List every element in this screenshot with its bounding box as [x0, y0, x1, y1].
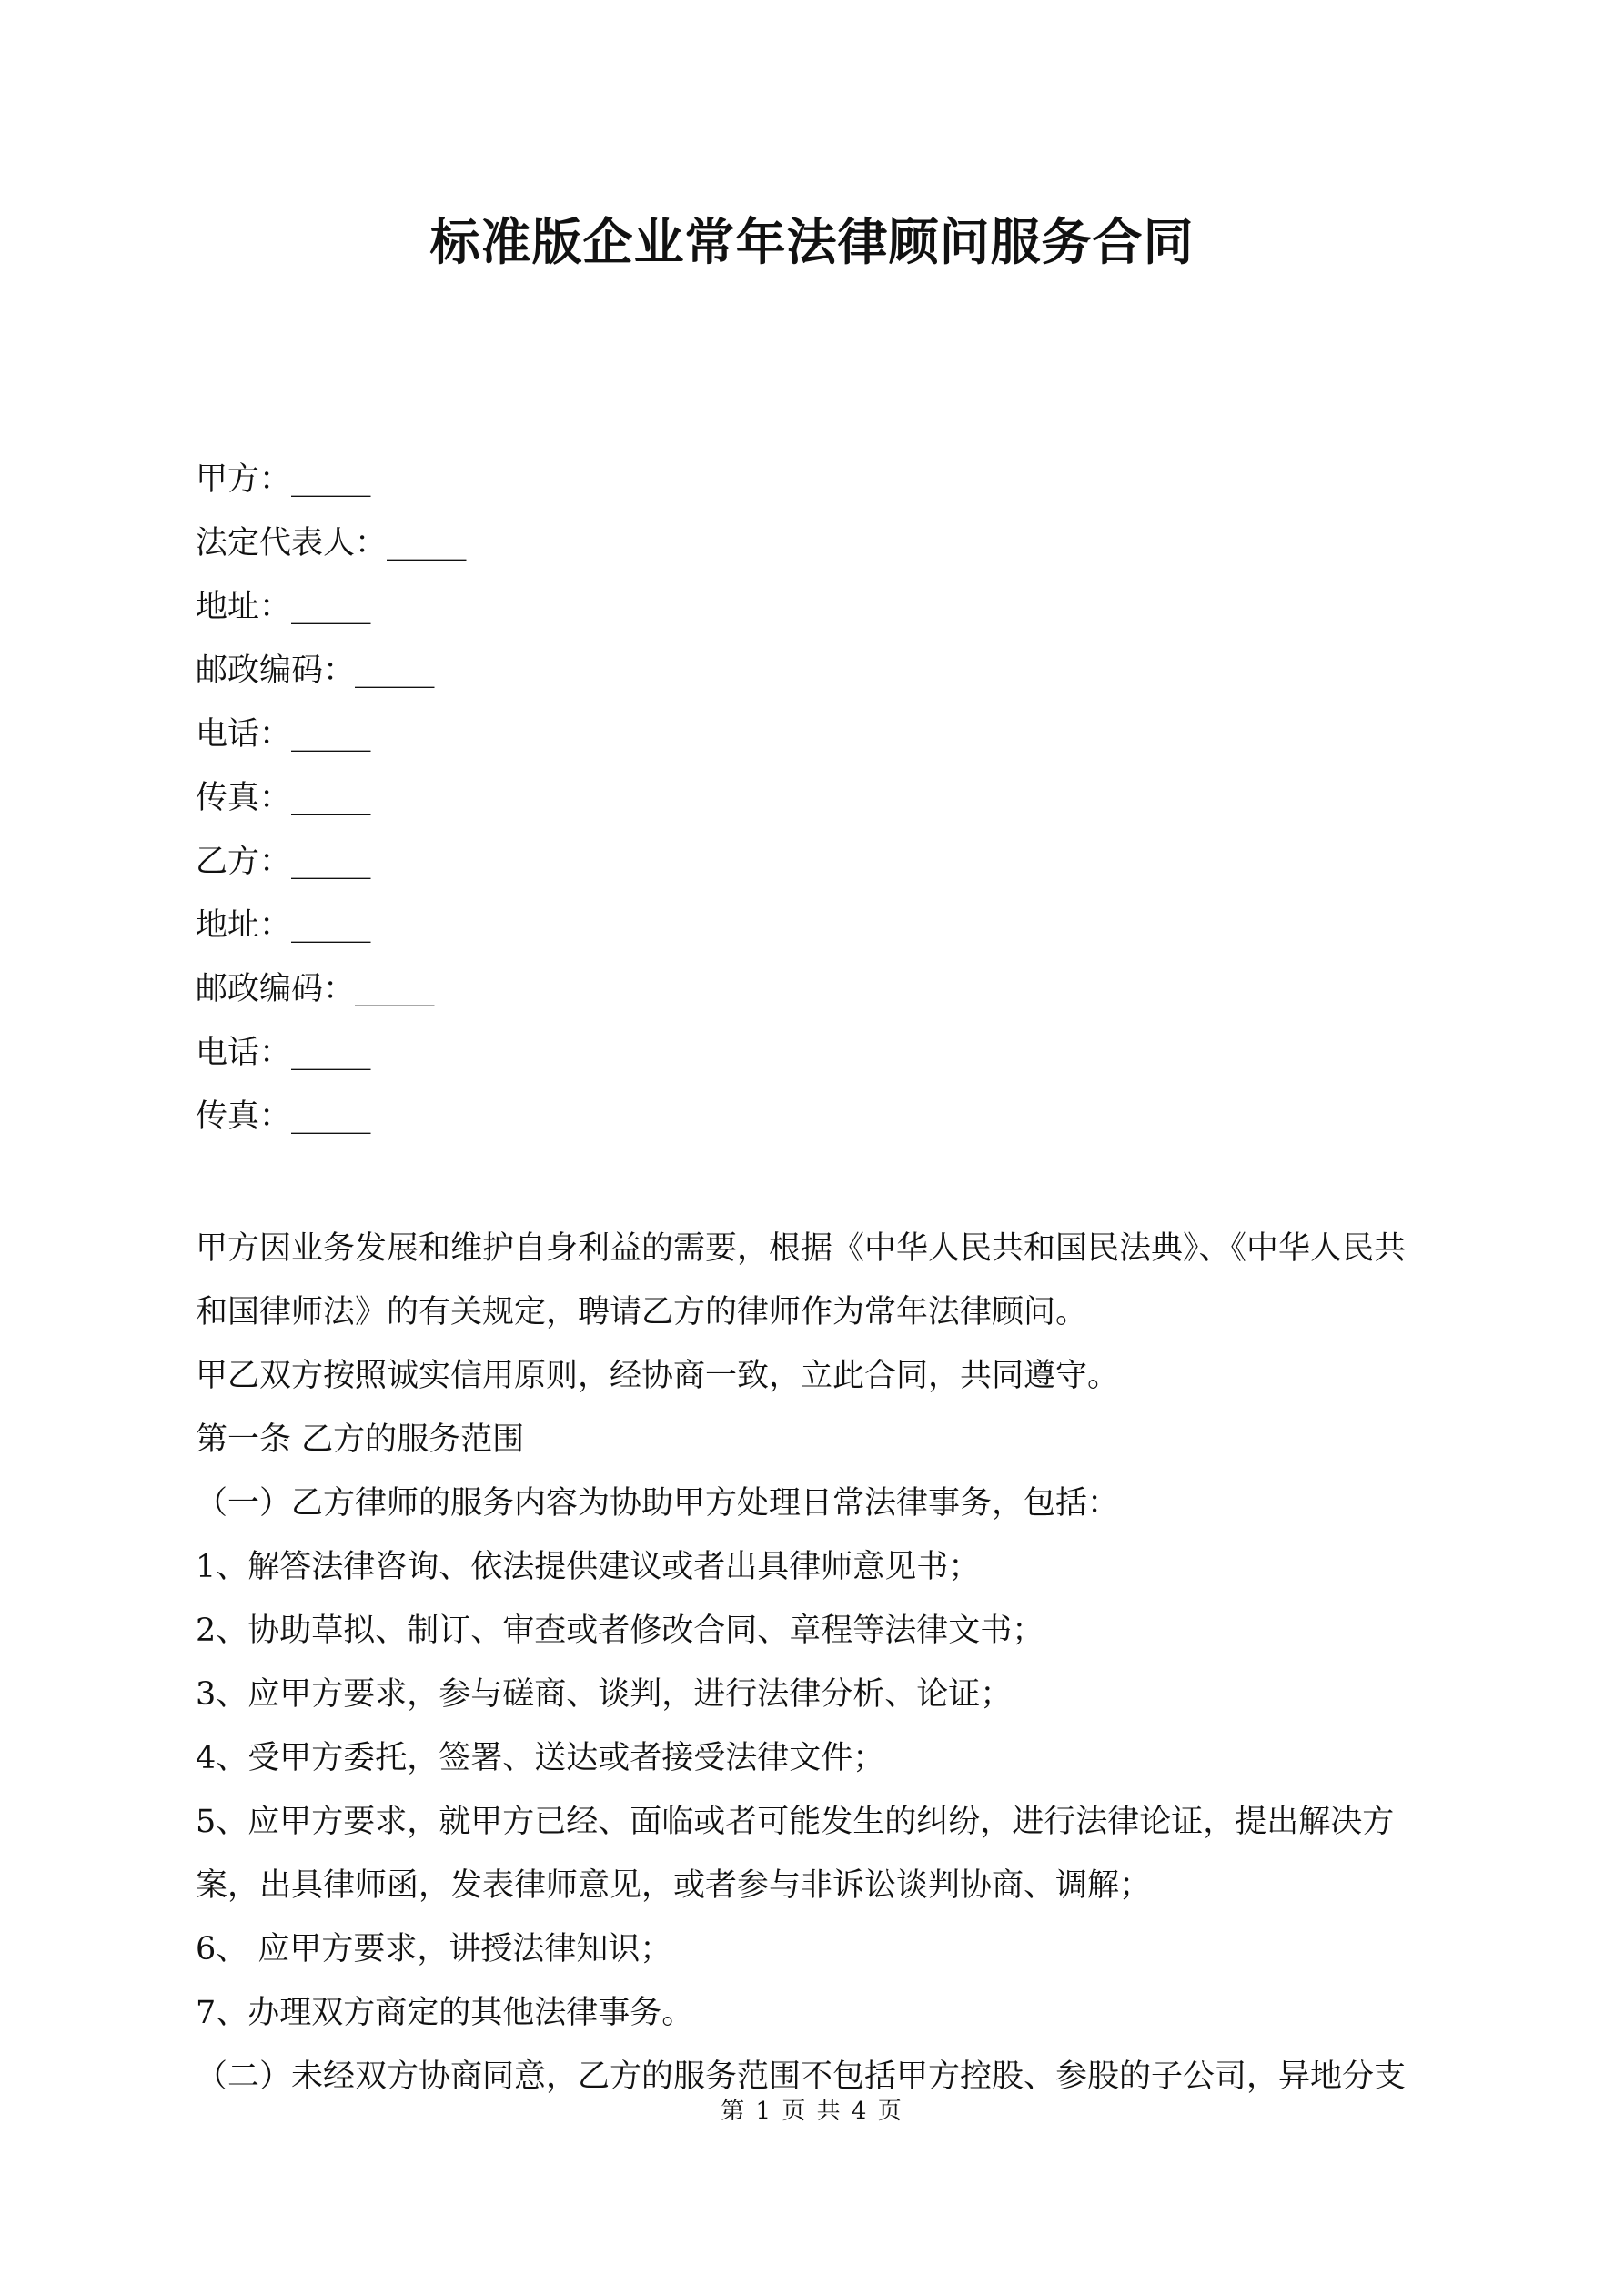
- party-a-address-field: 地址：_____: [196, 589, 371, 625]
- party-a-legal-rep-field: 法定代表人：_____: [196, 525, 467, 561]
- party-b-postcode-field: 邮政编码：_____: [196, 971, 435, 1007]
- clause-item-1: 1、解答法律咨询、依法提供建议或者出具律师意见书；: [196, 1549, 981, 1585]
- party-b-fax-field: 传真：_____: [196, 1098, 371, 1135]
- party-b-name-field: 乙方：_____: [196, 844, 371, 880]
- article-1-heading: 第一条 乙方的服务范围: [196, 1421, 525, 1458]
- page-number-footer: 第 1 页 共 4 页: [721, 2098, 903, 2125]
- party-b-phone-field: 电话：_____: [196, 1035, 371, 1071]
- clause-2-line-1: （二）未经双方协商同意，乙方的服务范围不包括甲方控股、参股的子公司，异地分支: [196, 2058, 1407, 2095]
- clause-item-5-line-1: 5、应甲方要求，就甲方已经、面临或者可能发生的纠纷，进行法律论证，提出解决方: [196, 1804, 1395, 1840]
- party-b-address-field: 地址：_____: [196, 907, 371, 944]
- clause-1-intro: （一）乙方律师的服务内容为协助甲方处理日常法律事务，包括：: [196, 1485, 1120, 1522]
- preamble-line-1: 甲方因业务发展和维护自身利益的需要，根据《中华人民共和国民法典》、《中华人民共: [196, 1230, 1407, 1267]
- document-title: 标准版企业常年法律顾问服务合同: [429, 212, 1195, 271]
- contract-body: [196, 1217, 1451, 2109]
- party-a-phone-field: 电话：_____: [196, 716, 371, 753]
- preamble-line-2: 和国律师法》的有关规定，聘请乙方的律师作为常年法律顾问。: [196, 1294, 1088, 1330]
- party-a-name-field: 甲方：_____: [196, 461, 371, 498]
- clause-item-4: 4、受甲方委托，签署、送达或者接受法律文件；: [196, 1740, 885, 1776]
- preamble-agreement: 甲乙双方按照诚实信用原则，经协商一致，立此合同，共同遵守。: [196, 1358, 1120, 1394]
- clause-item-6: 6、 应甲方要求，讲授法律知识；: [196, 1931, 672, 1967]
- party-info-fields: [196, 448, 1451, 1148]
- party-a-postcode-field: 邮政编码：_____: [196, 652, 435, 689]
- clause-item-7: 7、办理双方商定的其他法律事务。: [196, 1995, 694, 2031]
- clause-item-5-line-2: 案，出具律师函，发表律师意见，或者参与非诉讼谈判协商、调解；: [196, 1867, 1152, 1904]
- clause-item-2: 2、协助草拟、制订、审查或者修改合同、章程等法律文书；: [196, 1613, 1044, 1649]
- party-a-fax-field: 传真：_____: [196, 780, 371, 816]
- clause-item-3: 3、应甲方要求，参与磋商、谈判，进行法律分析、论证；: [196, 1676, 1013, 1713]
